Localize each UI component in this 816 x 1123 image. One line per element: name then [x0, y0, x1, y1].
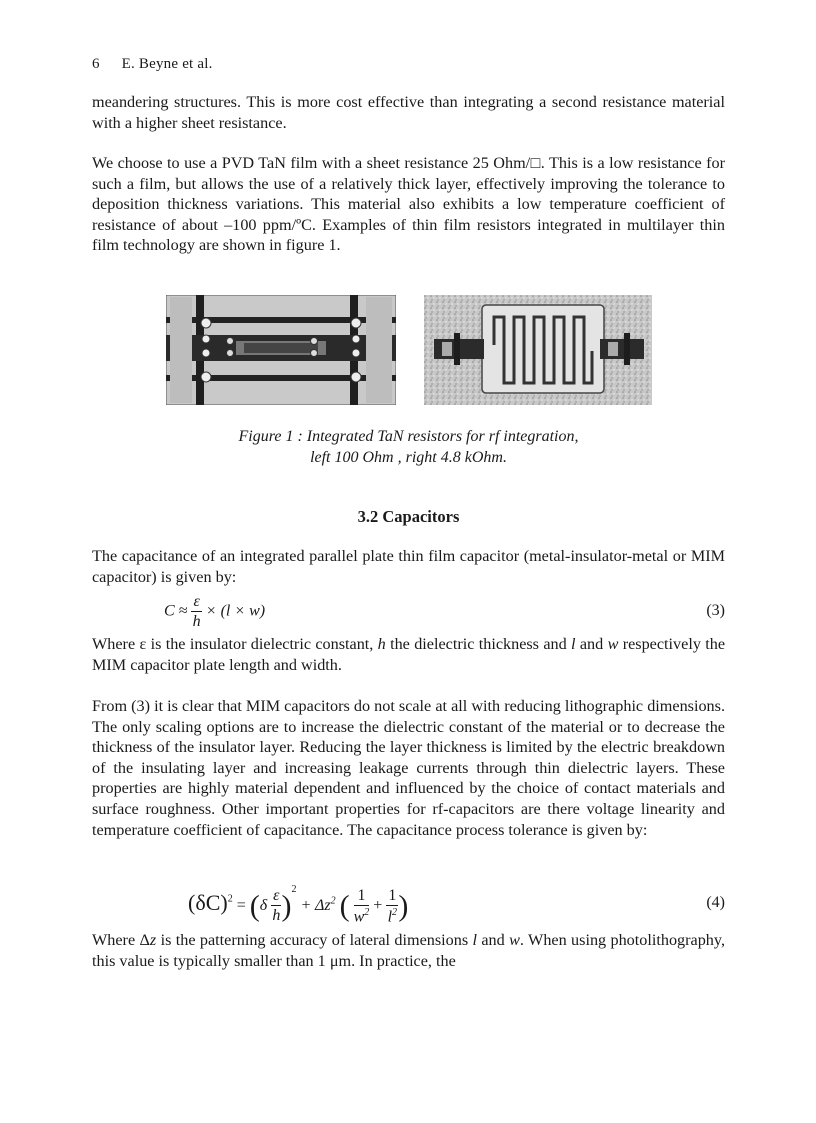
eq3-denominator: h — [192, 613, 201, 630]
p4-var-h: h — [377, 635, 386, 653]
eq4-fraction-3 — [386, 888, 398, 925]
caption-line-2: left 100 Ohm , right 4.8 kOhm. — [310, 449, 507, 466]
p6-var-l: l — [472, 931, 477, 949]
p4-text-a: Where ε is the insulator dielectric constant, — [92, 635, 378, 653]
p4-var-l: l — [571, 635, 576, 653]
eq4-den-2: $w^2$ — [353, 906, 370, 925]
p6-text-a: Where Δ — [92, 931, 150, 949]
eq4-open-paren-2: ( — [339, 889, 350, 923]
p6-var-w: w — [509, 931, 520, 949]
section-heading: 3.2 Capacitors — [357, 507, 460, 526]
page-number: 6 — [92, 56, 100, 72]
p4-var-w: w — [607, 635, 619, 653]
eq4-equals: = — [236, 897, 246, 914]
equation-3-body — [164, 594, 265, 630]
paragraph-1: meandering structures. This is more cost effective than integrating a second resistance material with a higher sheet resistance. — [92, 93, 725, 132]
eq4-dz: + $\Delta z^2$ — [300, 895, 336, 914]
equation-4-body — [188, 884, 408, 925]
paragraph-6 — [92, 930, 725, 971]
p6-text-c: and — [477, 931, 510, 949]
paragraph-3: The capacitance of an integrated parallel plate thin film capacitor (metal-insulator-metal or MIM capacitor) is given by: — [92, 547, 725, 586]
paragraph-2: We choose to use a PVD TaN film with a sheet resistance 25 Ohm/□. This is a low resistance for such a film, but allows the use of a relatively thick layer, effectively improving the tolerance to deposition thickness variations. This material also exhibits a low temperature coefficient of resistance of about –100 ppm/ºC. Examples of thin film resistors integrated in multilayer thin film technology are shown in figure 1. — [92, 154, 725, 255]
eq4-open-paren-1: ( — [249, 889, 260, 923]
eq4-close-paren-1: ) — [281, 889, 292, 923]
equation-3 — [92, 592, 725, 636]
p4-text-d: respectively the MIM capacitor plate length and width. — [92, 635, 726, 674]
eq4-fraction-1 — [271, 888, 281, 924]
eq4-num-1: ε — [273, 887, 280, 905]
p6-var-z: z — [149, 931, 157, 949]
eq4-lhs: $(\delta C)^2$ — [188, 890, 233, 915]
resistor-100-ohm-image — [166, 295, 396, 405]
eq3-fraction — [191, 594, 201, 630]
p6-text-b: is the patterning accuracy of lateral dimensions — [156, 931, 473, 949]
p6-text-d: . When using photolithography, this value is typically smaller than 1 μm. In practice, the — [92, 931, 725, 970]
eq4-plus-2: + — [373, 897, 383, 914]
eq4-fraction-2 — [354, 888, 370, 925]
equation-4-number: (4) — [706, 894, 725, 911]
running-title: E. Beyne et al. — [121, 56, 213, 72]
figure-caption — [92, 426, 725, 468]
resistor-4-8-kohm-image — [424, 295, 652, 405]
eq4-num-2: 1 — [354, 888, 370, 906]
eq4-square: 2 — [291, 884, 297, 895]
eq4-den-3: $l^2$ — [387, 906, 398, 925]
eq4-den-1: h — [272, 907, 281, 925]
equation-4 — [92, 878, 725, 928]
equation-3-number: (3) — [706, 602, 725, 619]
eq4-close-paren-2: ) — [398, 889, 409, 923]
eq4-num-3: 1 — [388, 886, 397, 904]
caption-line-1: Figure 1 : Integrated TaN resistors for rf integration, — [238, 428, 579, 445]
p4-text-c: and — [575, 635, 608, 653]
eq3-lhs: C ≈ — [164, 602, 188, 620]
eq3-numerator: ε — [193, 593, 200, 610]
p4-text-b: the dielectric thickness and — [385, 635, 572, 653]
running-header — [92, 56, 213, 73]
eq3-rhs: × (l × w) — [205, 602, 266, 620]
figure-1 — [166, 295, 652, 405]
paragraph-4 — [92, 634, 725, 675]
paragraph-5: From (3) it is clear that MIM capacitors do not scale at all with reducing lithographic dimensions. The only scaling options are to increase the dielectric constant of the material or to decrease the thickness of the insulator layer. Reducing the layer thickness is limited by the electric breakdown of the insulating layer and increasing leakage currents through thin dielectric layers. These properties are highly material dependent and influenced by the choice of contact materials and surface roughness. Other important properties for rf-capacitors are there voltage linearity and temperature coefficient of capacitance. The capacitance process tolerance is given by: — [92, 697, 725, 839]
eq4-delta: δ — [259, 897, 268, 914]
